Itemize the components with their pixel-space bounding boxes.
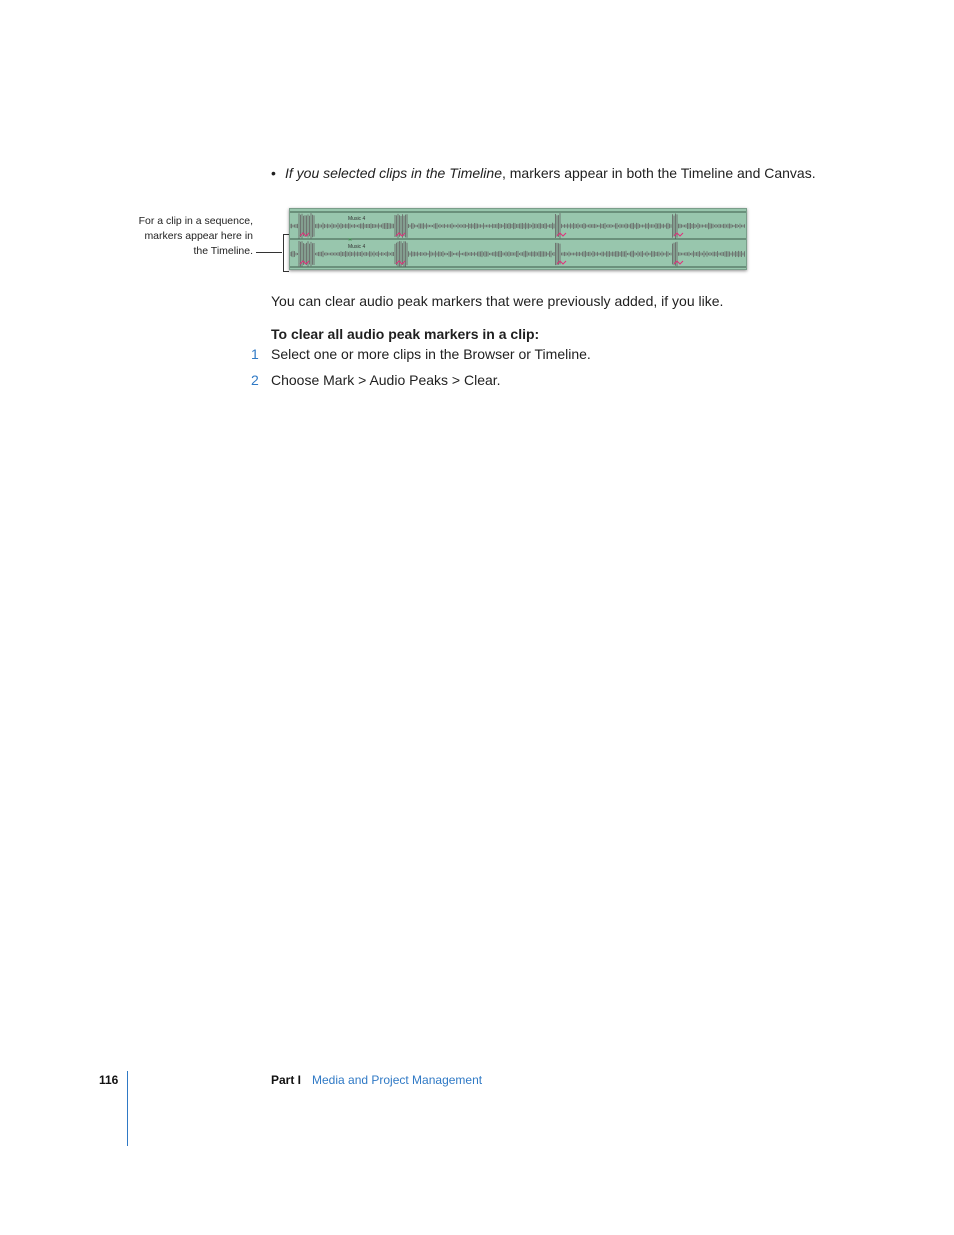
footer-rule (127, 1071, 128, 1146)
bullet-text: , markers appear in both the Timeline and Canvas. (501, 165, 816, 181)
footer-part-label: Part I (271, 1073, 302, 1087)
timeline-screenshot (289, 208, 747, 270)
figure-caption (113, 214, 253, 259)
caption-line: For a clip in a sequence, (138, 215, 253, 227)
step-text: Choose Mark > Audio Peaks > Clear. (271, 372, 501, 388)
footer-chapter-title: Media and Project Management (312, 1073, 483, 1087)
page-number: 116 (99, 1073, 119, 1087)
bullet-item (271, 164, 871, 182)
step-text: Select one or more clips in the Browser or Timeline. (271, 346, 591, 362)
caption-line: the Timeline. (193, 245, 253, 257)
track-label-2: Music 4 (348, 244, 366, 250)
bullet-symbol: • (271, 165, 276, 181)
link-indicator-icon: ≍ (348, 237, 353, 243)
timeline-tracks-graphic (290, 209, 746, 269)
step-number: 1 (251, 346, 259, 362)
caption-line: markers appear here in (144, 230, 253, 242)
step-number: 2 (251, 372, 259, 388)
bullet-italic-text: If you selected clips in the Timeline (285, 165, 502, 181)
callout-leader-line (256, 252, 282, 253)
body-paragraph: You can clear audio peak markers that were previously added, if you like. (271, 293, 724, 309)
procedure-heading: To clear all audio peak markers in a clip: (271, 326, 540, 342)
track-label-1: Music 4 (348, 216, 366, 222)
